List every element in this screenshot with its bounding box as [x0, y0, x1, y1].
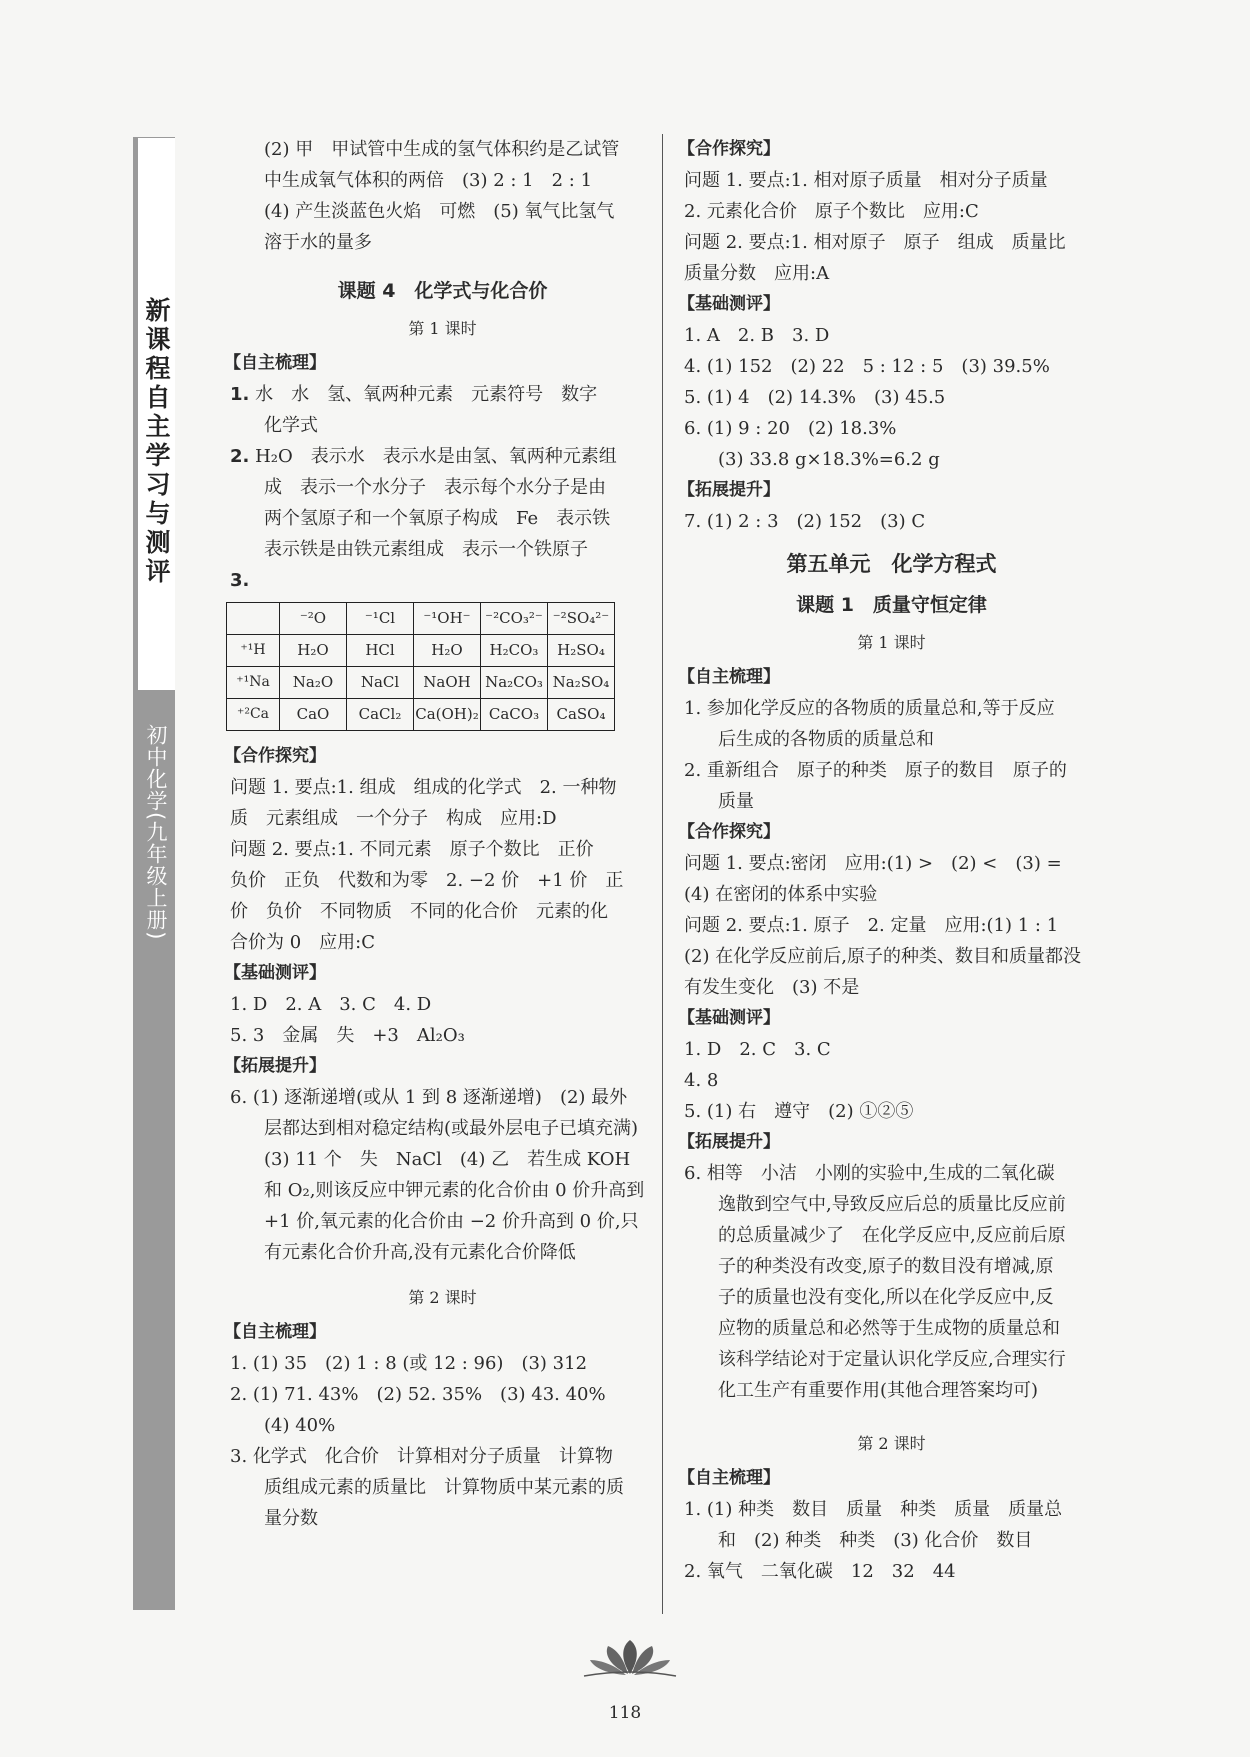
table-cell: H₂O: [414, 635, 481, 667]
answer-text: 6. 相等 小洁 小刚的实验中,生成的二氧化碳: [684, 1163, 1055, 1184]
answer-text: 4. (1) 152 (2) 22 5 : 12 : 5 (3) 39.5%: [684, 356, 1050, 377]
leaf-ornament-icon: [580, 1638, 680, 1678]
answer-text: 子的质量也没有变化,所以在化学反应中,反: [718, 1287, 1054, 1308]
answer-text: 问题 1. 要点:密闭 应用:(1) > (2) < (3) =: [684, 853, 1062, 874]
period-title: 第 2 课时: [408, 1288, 477, 1307]
table-header-row: [227, 603, 615, 635]
table-cell: CaSO₄: [548, 699, 615, 731]
answer-text: 逸散到空气中,导致反应后总的质量比反应前: [718, 1194, 1066, 1215]
lesson-title: 课题 4 化学式与化合价: [337, 280, 548, 302]
answer-text: 负价 正负 代数和为零 2. −2 价 +1 价 正: [230, 870, 624, 891]
answer-text: 2. 重新组合 原子的种类 原子的数目 原子的: [684, 760, 1067, 781]
lesson-title: 课题 1 质量守恒定律: [796, 594, 987, 616]
section-header: 【自主梳理】: [678, 667, 780, 687]
answer-text: 问题 1. 要点:1. 组成 组成的化学式 2. 一种物: [230, 777, 617, 798]
answer-text: 问题 2. 要点:1. 相对原子 原子 组成 质量比: [684, 232, 1066, 253]
answer-text: 表示铁是由铁元素组成 表示一个铁原子: [264, 539, 588, 560]
section-header: 【拓展提升】: [678, 480, 780, 500]
answer-text: 5. 3 金属 失 +3 Al₂O₃: [230, 1025, 465, 1046]
answer-text: 4. 8: [684, 1070, 719, 1091]
right-column: [678, 134, 1099, 1587]
table-cell: CaCO₃: [481, 699, 548, 731]
answer-text: 6. (1) 逐渐递增(或从 1 到 8 逐渐递增) (2) 最外: [230, 1087, 628, 1108]
section-header: 【基础测评】: [678, 1008, 780, 1028]
table-cell: HCl: [347, 635, 414, 667]
answer-text: (3) 11 个 失 NaCl (4) 乙 若生成 KOH: [264, 1149, 631, 1170]
section-header: 【自主梳理】: [224, 353, 326, 373]
period-title: 第 2 课时: [857, 1434, 926, 1453]
answer-text: 7. (1) 2 : 3 (2) 152 (3) C: [684, 511, 926, 532]
section-header: 【基础测评】: [678, 294, 780, 314]
table-row: [227, 699, 615, 731]
answer-text: 价 负价 不同物质 不同的化合价 元素的化: [230, 901, 608, 922]
answer-text: 2. 元素化合价 原子个数比 应用:C: [684, 201, 979, 222]
answer-text: 质 元素组成 一个分子 构成 应用:D: [230, 808, 557, 829]
answer-text: 质量: [718, 791, 754, 812]
answer-text: 1. D 2. A 3. C 4. D: [230, 994, 432, 1015]
text-line: (2) 甲 甲试管中生成的氢气体积约是乙试管: [264, 139, 620, 160]
table-col-header: ⁻¹Cl: [347, 603, 414, 635]
table-row: [227, 635, 615, 667]
table-col-header: ⁻²SO₄²⁻: [548, 603, 615, 635]
column-divider: [662, 134, 663, 1614]
table-cell: Na₂SO₄: [548, 667, 615, 699]
section-header: 【自主梳理】: [224, 1322, 326, 1342]
answer-text: 1. 参加化学反应的各物质的质量总和,等于反应: [684, 698, 1055, 719]
answer-text: 1. D 2. C 3. C: [684, 1039, 831, 1060]
answer-text: 成 表示一个水分子 表示每个水分子是由: [264, 477, 606, 498]
answer-text: 层都达到相对稳定结构(或最外层电子已填充满): [264, 1118, 639, 1139]
answer-text: (3) 33.8 g×18.3%=6.2 g: [718, 449, 940, 470]
table-cell: CaO: [280, 699, 347, 731]
answer-text: 有发生变化 (3) 不是: [684, 977, 860, 998]
left-column: [224, 134, 655, 1534]
table-cell: H₂SO₄: [548, 635, 615, 667]
answer-text: 问题 2. 要点:1. 不同元素 原子个数比 正价: [230, 839, 594, 860]
period-title: 第 1 课时: [408, 319, 477, 338]
item-number: 1.: [230, 384, 250, 405]
answer-text: 质组成元素的质量比 计算物质中某元素的质: [264, 1477, 624, 1498]
table-cell: H₂CO₃: [481, 635, 548, 667]
table-row: [227, 667, 615, 699]
answer-text: 化学式: [264, 415, 318, 436]
table-row-header: ⁺²Ca: [227, 699, 280, 731]
table-cell: NaOH: [414, 667, 481, 699]
answer-text: 6. (1) 9 : 20 (2) 18.3%: [684, 418, 897, 439]
table-row-header: ⁺¹Na: [227, 667, 280, 699]
section-header: 【基础测评】: [224, 963, 326, 983]
answer-text: (4) 在密闭的体系中实验: [684, 884, 878, 905]
answer-text: 和 (2) 种类 种类 (3) 化合价 数目: [718, 1530, 1033, 1551]
answer-text: 2. 氧气 二氧化碳 12 32 44: [684, 1561, 956, 1582]
table-cell: Na₂O: [280, 667, 347, 699]
book-series-title: 新课程自主学习与测评: [145, 296, 171, 586]
answer-text: 量分数: [264, 1508, 318, 1529]
answer-text: 1. (1) 35 (2) 1 : 8 (或 12 : 96) (3) 312: [230, 1353, 588, 1374]
answer-text: 化工生产有重要作用(其他合理答案均可): [718, 1380, 1039, 1401]
subject-label: 初中化学(九年级上册): [144, 724, 168, 941]
answer-text: 2. (1) 71. 43% (2) 52. 35% (3) 43. 40%: [230, 1384, 606, 1405]
item-number: 3.: [230, 570, 250, 591]
table-row-header: ⁺¹H: [227, 635, 280, 667]
section-header: 【拓展提升】: [224, 1056, 326, 1076]
item-number: 2.: [230, 446, 250, 467]
section-header: 【合作探究】: [678, 822, 780, 842]
answer-text: 问题 1. 要点:1. 相对原子质量 相对分子质量: [684, 170, 1048, 191]
table-col-header: ⁻²O: [280, 603, 347, 635]
answer-text: 两个氢原子和一个氧原子构成 Fe 表示铁: [264, 508, 611, 529]
answer-text: 质量分数 应用:A: [684, 263, 830, 284]
table-cell: CaCl₂: [347, 699, 414, 731]
answer-text: (2) 在化学反应前后,原子的种类、数目和质量都没: [684, 946, 1081, 967]
text-line: 溶于水的量多: [264, 232, 372, 253]
section-header: 【拓展提升】: [678, 1132, 780, 1152]
answer-text: 后生成的各物质的质量总和: [718, 729, 934, 750]
table-col-header: ⁻²CO₃²⁻: [481, 603, 548, 635]
valence-table: [226, 602, 615, 731]
answer-text: 合价为 0 应用:C: [230, 932, 376, 953]
answer-text: 子的种类没有改变,原子的数目没有增减,原: [718, 1256, 1054, 1277]
section-header: 【合作探究】: [678, 139, 780, 159]
section-header: 【自主梳理】: [678, 1468, 780, 1488]
answer-text: 水 水 氢、氧两种元素 元素符号 数字: [255, 384, 598, 405]
page-number: 118: [608, 1703, 642, 1723]
table-corner: [227, 603, 280, 635]
section-header: 【合作探究】: [224, 746, 326, 766]
answer-text: H₂O 表示水 表示水是由氢、氧两种元素组: [255, 446, 617, 467]
answer-text: 的总质量减少了 在化学反应中,反应前后原: [718, 1225, 1066, 1246]
table-cell: Ca(OH)₂: [414, 699, 481, 731]
table-cell: Na₂CO₃: [481, 667, 548, 699]
period-title: 第 1 课时: [857, 633, 926, 652]
answer-text: 应物的质量总和必然等于生成物的质量总和: [718, 1318, 1060, 1339]
answer-text: 问题 2. 要点:1. 原子 2. 定量 应用:(1) 1 : 1: [684, 915, 1059, 936]
answer-text: (4) 40%: [264, 1415, 336, 1436]
answer-text: 1. A 2. B 3. D: [684, 325, 830, 346]
table-cell: H₂O: [280, 635, 347, 667]
table-col-header: ⁻¹OH⁻: [414, 603, 481, 635]
answer-text: 和 O₂,则该反应中钾元素的化合价由 0 价升高到: [264, 1180, 645, 1201]
answer-text: 5. (1) 右 遵守 (2) ①②⑤: [684, 1101, 914, 1122]
unit-title: 第五单元 化学方程式: [786, 552, 997, 576]
answer-text: 该科学结论对于定量认识化学反应,合理实行: [718, 1349, 1066, 1370]
answer-text: +1 价,氧元素的化合价由 −2 价升高到 0 价,只: [264, 1211, 639, 1232]
table-cell: NaCl: [347, 667, 414, 699]
text-line: 中生成氧气体积的两倍 (3) 2 : 1 2 : 1: [264, 170, 593, 191]
text-line: (4) 产生淡蓝色火焰 可燃 (5) 氧气比氢气: [264, 201, 615, 222]
answer-text: 1. (1) 种类 数目 质量 种类 质量 质量总: [684, 1499, 1063, 1520]
answer-text: 有元素化合价升高,没有元素化合价降低: [264, 1242, 576, 1263]
answer-text: 5. (1) 4 (2) 14.3% (3) 45.5: [684, 387, 946, 408]
answer-text: 3. 化学式 化合价 计算相对分子质量 计算物: [230, 1446, 613, 1467]
